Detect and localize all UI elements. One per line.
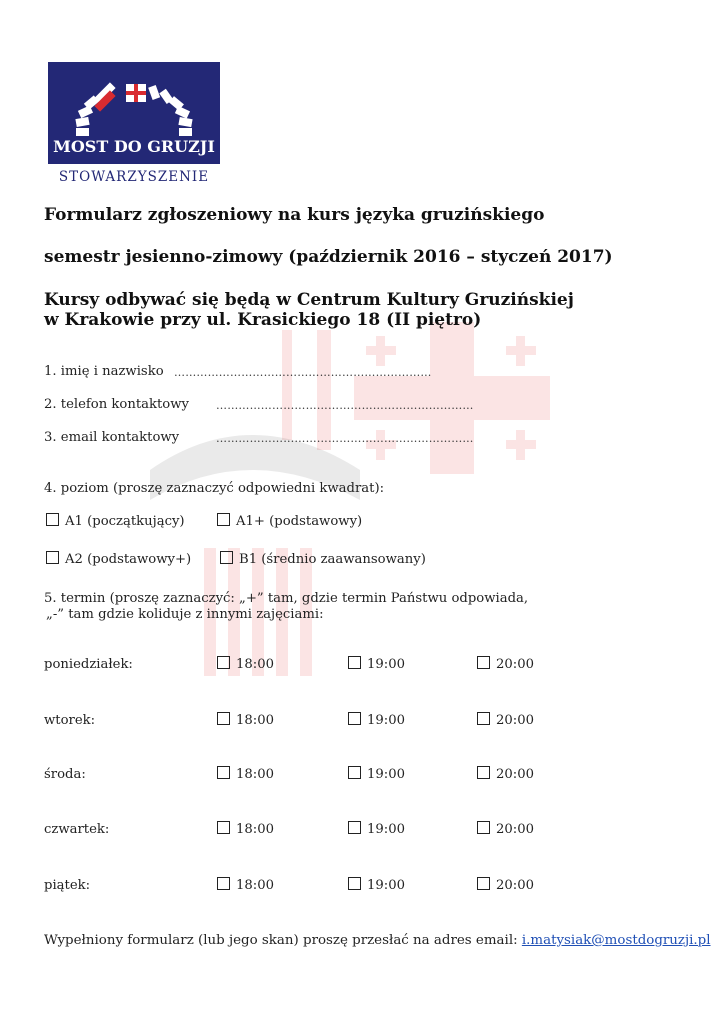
checkbox-icon[interactable]: [348, 821, 361, 834]
day-label: środa:: [44, 767, 86, 782]
checkbox-icon[interactable]: [348, 766, 361, 779]
level-option-label: B1 (średnio zaawansowany): [239, 552, 426, 567]
slot-18[interactable]: [217, 712, 274, 728]
checkbox-icon[interactable]: [477, 712, 490, 725]
slot-20[interactable]: [477, 877, 534, 893]
slot-19[interactable]: [348, 656, 405, 672]
slot-18[interactable]: [217, 656, 274, 672]
level-option-label: A1+ (podstawowy): [236, 514, 363, 529]
form-title: Formularz zgłoszeniowy na kurs języka gruzińskiego: [44, 205, 545, 225]
footer-text: Wypełniony formularz (lub jego skan) proszę przesłać na adres email:: [44, 933, 522, 948]
day-label: poniedziałek:: [44, 657, 133, 672]
email-label: 3. email kontaktowy: [44, 430, 180, 445]
time-label: 20:00: [496, 767, 535, 782]
time-label: 18:00: [236, 822, 275, 837]
email-field[interactable]: ……………………………………………………………: [216, 432, 474, 445]
checkbox-icon[interactable]: [217, 656, 230, 669]
checkbox-icon[interactable]: [217, 821, 230, 834]
slot-20[interactable]: [477, 821, 534, 837]
time-label: 20:00: [496, 713, 535, 728]
semester-title: semestr jesienno-zimowy (październik 2016 – styczeń 2017): [44, 247, 613, 267]
level-option-b1[interactable]: [220, 551, 426, 567]
time-label: 19:00: [367, 767, 406, 782]
checkbox-icon[interactable]: [217, 513, 230, 526]
level-option-a1plus[interactable]: [217, 513, 362, 529]
location-line-2: w Krakowie przy ul. Krasickiego 18 (II piętro): [44, 310, 482, 330]
slot-19[interactable]: [348, 877, 405, 893]
level-option-label: A2 (podstawowy+): [65, 552, 192, 567]
time-label: 19:00: [367, 713, 406, 728]
checkbox-icon[interactable]: [477, 656, 490, 669]
checkbox-icon[interactable]: [217, 877, 230, 890]
slot-19[interactable]: [348, 712, 405, 728]
slot-18[interactable]: [217, 821, 274, 837]
time-label: 18:00: [236, 767, 275, 782]
checkbox-icon[interactable]: [348, 656, 361, 669]
checkbox-icon[interactable]: [477, 877, 490, 890]
checkbox-icon[interactable]: [348, 877, 361, 890]
slot-20[interactable]: [477, 712, 534, 728]
level-option-a2[interactable]: [46, 551, 191, 567]
email-link[interactable]: i.matysiak@mostdogruzji.pl: [521, 933, 711, 948]
location-line-1: Kursy odbywać się będą w Centrum Kultury Gruzińskiej: [44, 290, 574, 310]
checkbox-icon[interactable]: [217, 712, 230, 725]
time-label: 18:00: [236, 713, 275, 728]
schedule-label-2: „-” tam gdzie koliduje z innymi zajęciami:: [46, 607, 324, 622]
slot-20[interactable]: [477, 766, 534, 782]
time-label: 20:00: [496, 878, 535, 893]
logo-title: MOST DO GRUZJI: [53, 137, 215, 156]
time-label: 18:00: [236, 657, 275, 672]
day-label: piątek:: [44, 878, 91, 893]
slot-19[interactable]: [348, 766, 405, 782]
footer-instruction: [44, 933, 711, 948]
level-option-a1[interactable]: [46, 513, 185, 529]
name-label: 1. imię i nazwisko: [44, 364, 164, 379]
most-do-gruzji-logo: [48, 62, 220, 186]
checkbox-icon[interactable]: [217, 766, 230, 779]
level-label: 4. poziom (proszę zaznaczyć odpowiedni kwadrat):: [44, 481, 385, 496]
slot-19[interactable]: [348, 821, 405, 837]
checkbox-icon[interactable]: [348, 712, 361, 725]
checkbox-icon[interactable]: [220, 551, 233, 564]
name-field[interactable]: ……………………………………………………………: [174, 366, 432, 379]
phone-label: 2. telefon kontaktowy: [44, 397, 189, 412]
phone-field[interactable]: ……………………………………………………………: [216, 399, 474, 412]
checkbox-icon[interactable]: [46, 551, 59, 564]
day-label: wtorek:: [44, 713, 96, 728]
time-label: 19:00: [367, 878, 406, 893]
time-label: 19:00: [367, 657, 406, 672]
time-label: 20:00: [496, 657, 535, 672]
logo-subtitle: STOWARZYSZENIE: [58, 169, 210, 185]
schedule-label-1: 5. termin (proszę zaznaczyć: „+” tam, gdzie termin Państwu odpowiada,: [44, 591, 529, 606]
time-label: 20:00: [496, 822, 535, 837]
time-label: 19:00: [367, 822, 406, 837]
time-label: 18:00: [236, 878, 275, 893]
slot-18[interactable]: [217, 766, 274, 782]
level-option-label: A1 (początkujący): [65, 514, 185, 529]
checkbox-icon[interactable]: [477, 766, 490, 779]
checkbox-icon[interactable]: [477, 821, 490, 834]
checkbox-icon[interactable]: [46, 513, 59, 526]
day-label: czwartek:: [44, 822, 110, 837]
slot-18[interactable]: [217, 877, 274, 893]
slot-20[interactable]: [477, 656, 534, 672]
